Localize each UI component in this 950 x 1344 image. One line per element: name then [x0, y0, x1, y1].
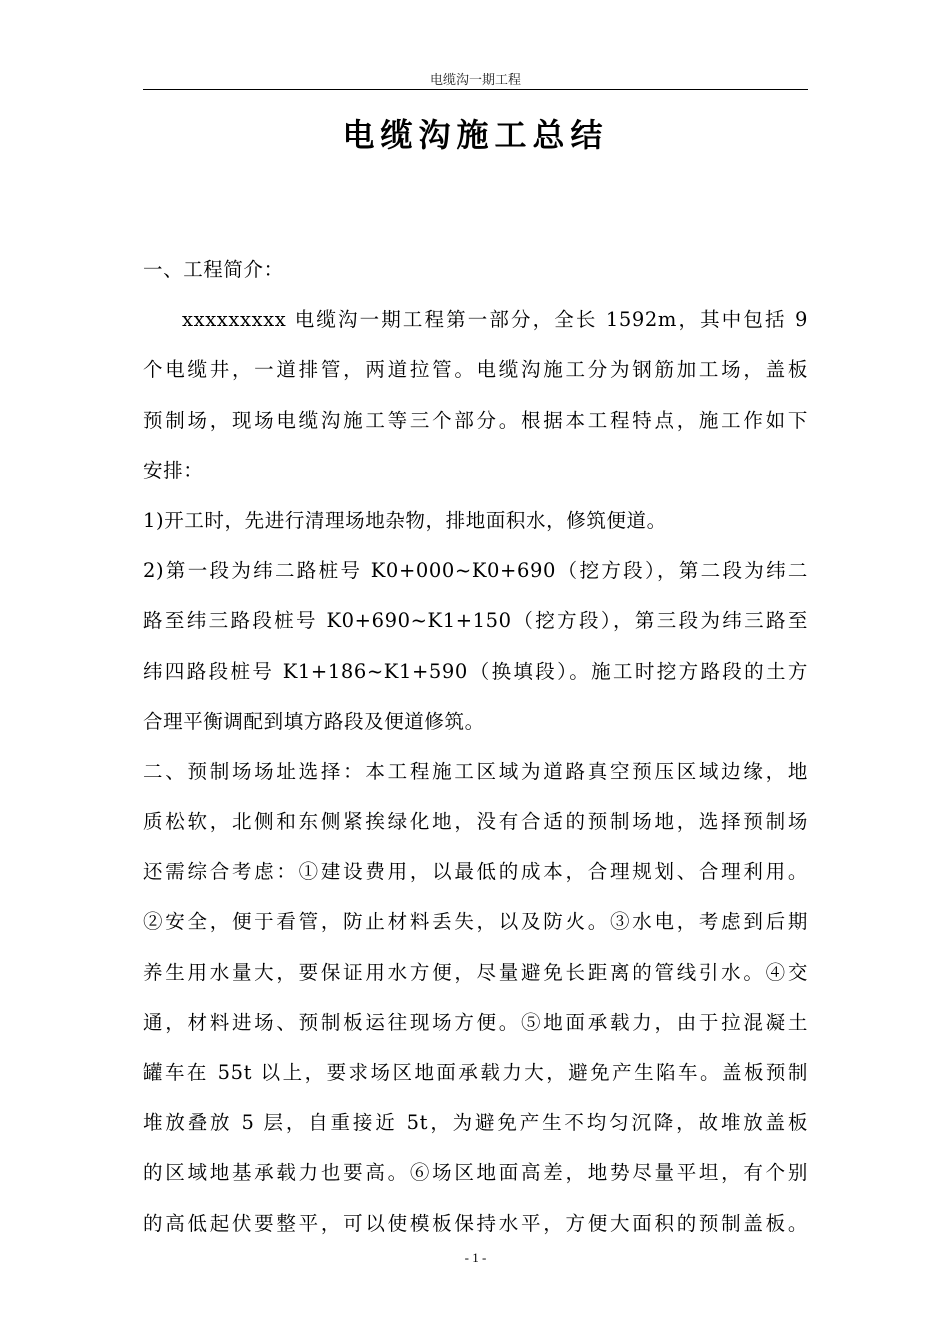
paragraph-line: 合理平衡调配到填方路段及便道修筑。: [143, 709, 485, 733]
paragraph-line: 路至纬三路段桩号 K0+690~K1+150（挖方段），第三段为纬三路至: [143, 609, 808, 633]
paragraph-line: 安排：: [143, 458, 204, 482]
paragraph-line: 通，材料进场、预制板运往现场方便。⑤地面承载力，由于拉混凝土: [143, 1010, 808, 1034]
section-heading-precast-yard: 二、预制场场址选择：本工程施工区域为道路真空预压区域边缘，地: [143, 759, 808, 783]
paragraph-line: 预制场，现场电缆沟施工等三个部分。根据本工程特点，施工作如下: [143, 408, 808, 432]
paragraph-line: 质松软，北侧和东侧紧挨绿化地，没有合适的预制场地，选择预制场: [143, 810, 808, 834]
paragraph-line: ②安全，便于看管，防止材料丢失，以及防火。③水电，考虑到后期: [143, 910, 808, 934]
paragraph-line: 罐车在 55t 以上，要求场区地面承载力大，避免产生陷车。盖板预制: [143, 1061, 808, 1084]
body-text: [143, 245, 808, 1249]
paragraph-line: 养生用水量大，要保证用水方便，尽量避免长距离的管线引水。④交: [143, 960, 808, 984]
list-item-1: 1)开工时，先进行清理场地杂物，排地面积水，修筑便道。: [143, 508, 667, 532]
paragraph-line: 堆放叠放 5 层，自重接近 5t，为避免产生不均匀沉降，故堆放盖板: [143, 1111, 808, 1135]
page-number: - 1 -: [464, 1250, 487, 1265]
list-item-2: 2)第一段为纬二路桩号 K0+000~K0+690（挖方段），第二段为纬二: [143, 559, 808, 583]
paragraph-line: 纬四路段桩号 K1+186~K1+590（换填段）。施工时挖方路段的土方: [143, 659, 808, 683]
paragraph-line: 的区域地基承载力也要高。⑥场区地面高差，地势尽量平坦，有个别: [143, 1161, 808, 1185]
section-heading-project-intro: 一、工程简介：: [143, 258, 284, 281]
running-header: 电缆沟一期工程: [143, 72, 808, 90]
paragraph-line: 还需综合考虑：①建设费用，以最低的成本，合理规划、合理利用。: [143, 860, 808, 884]
document-title: 电缆沟施工总结: [342, 116, 609, 154]
paragraph-line: xxxxxxxxx 电缆沟一期工程第一部分，全长 1592m，其中包括 9: [182, 308, 808, 332]
paragraph-line: 的高低起伏要整平，可以使模板保持水平，方便大面积的预制盖板。: [143, 1211, 808, 1235]
paragraph-line: 个电缆井，一道排管，两道拉管。电缆沟施工分为钢筋加工场，盖板: [143, 358, 808, 382]
